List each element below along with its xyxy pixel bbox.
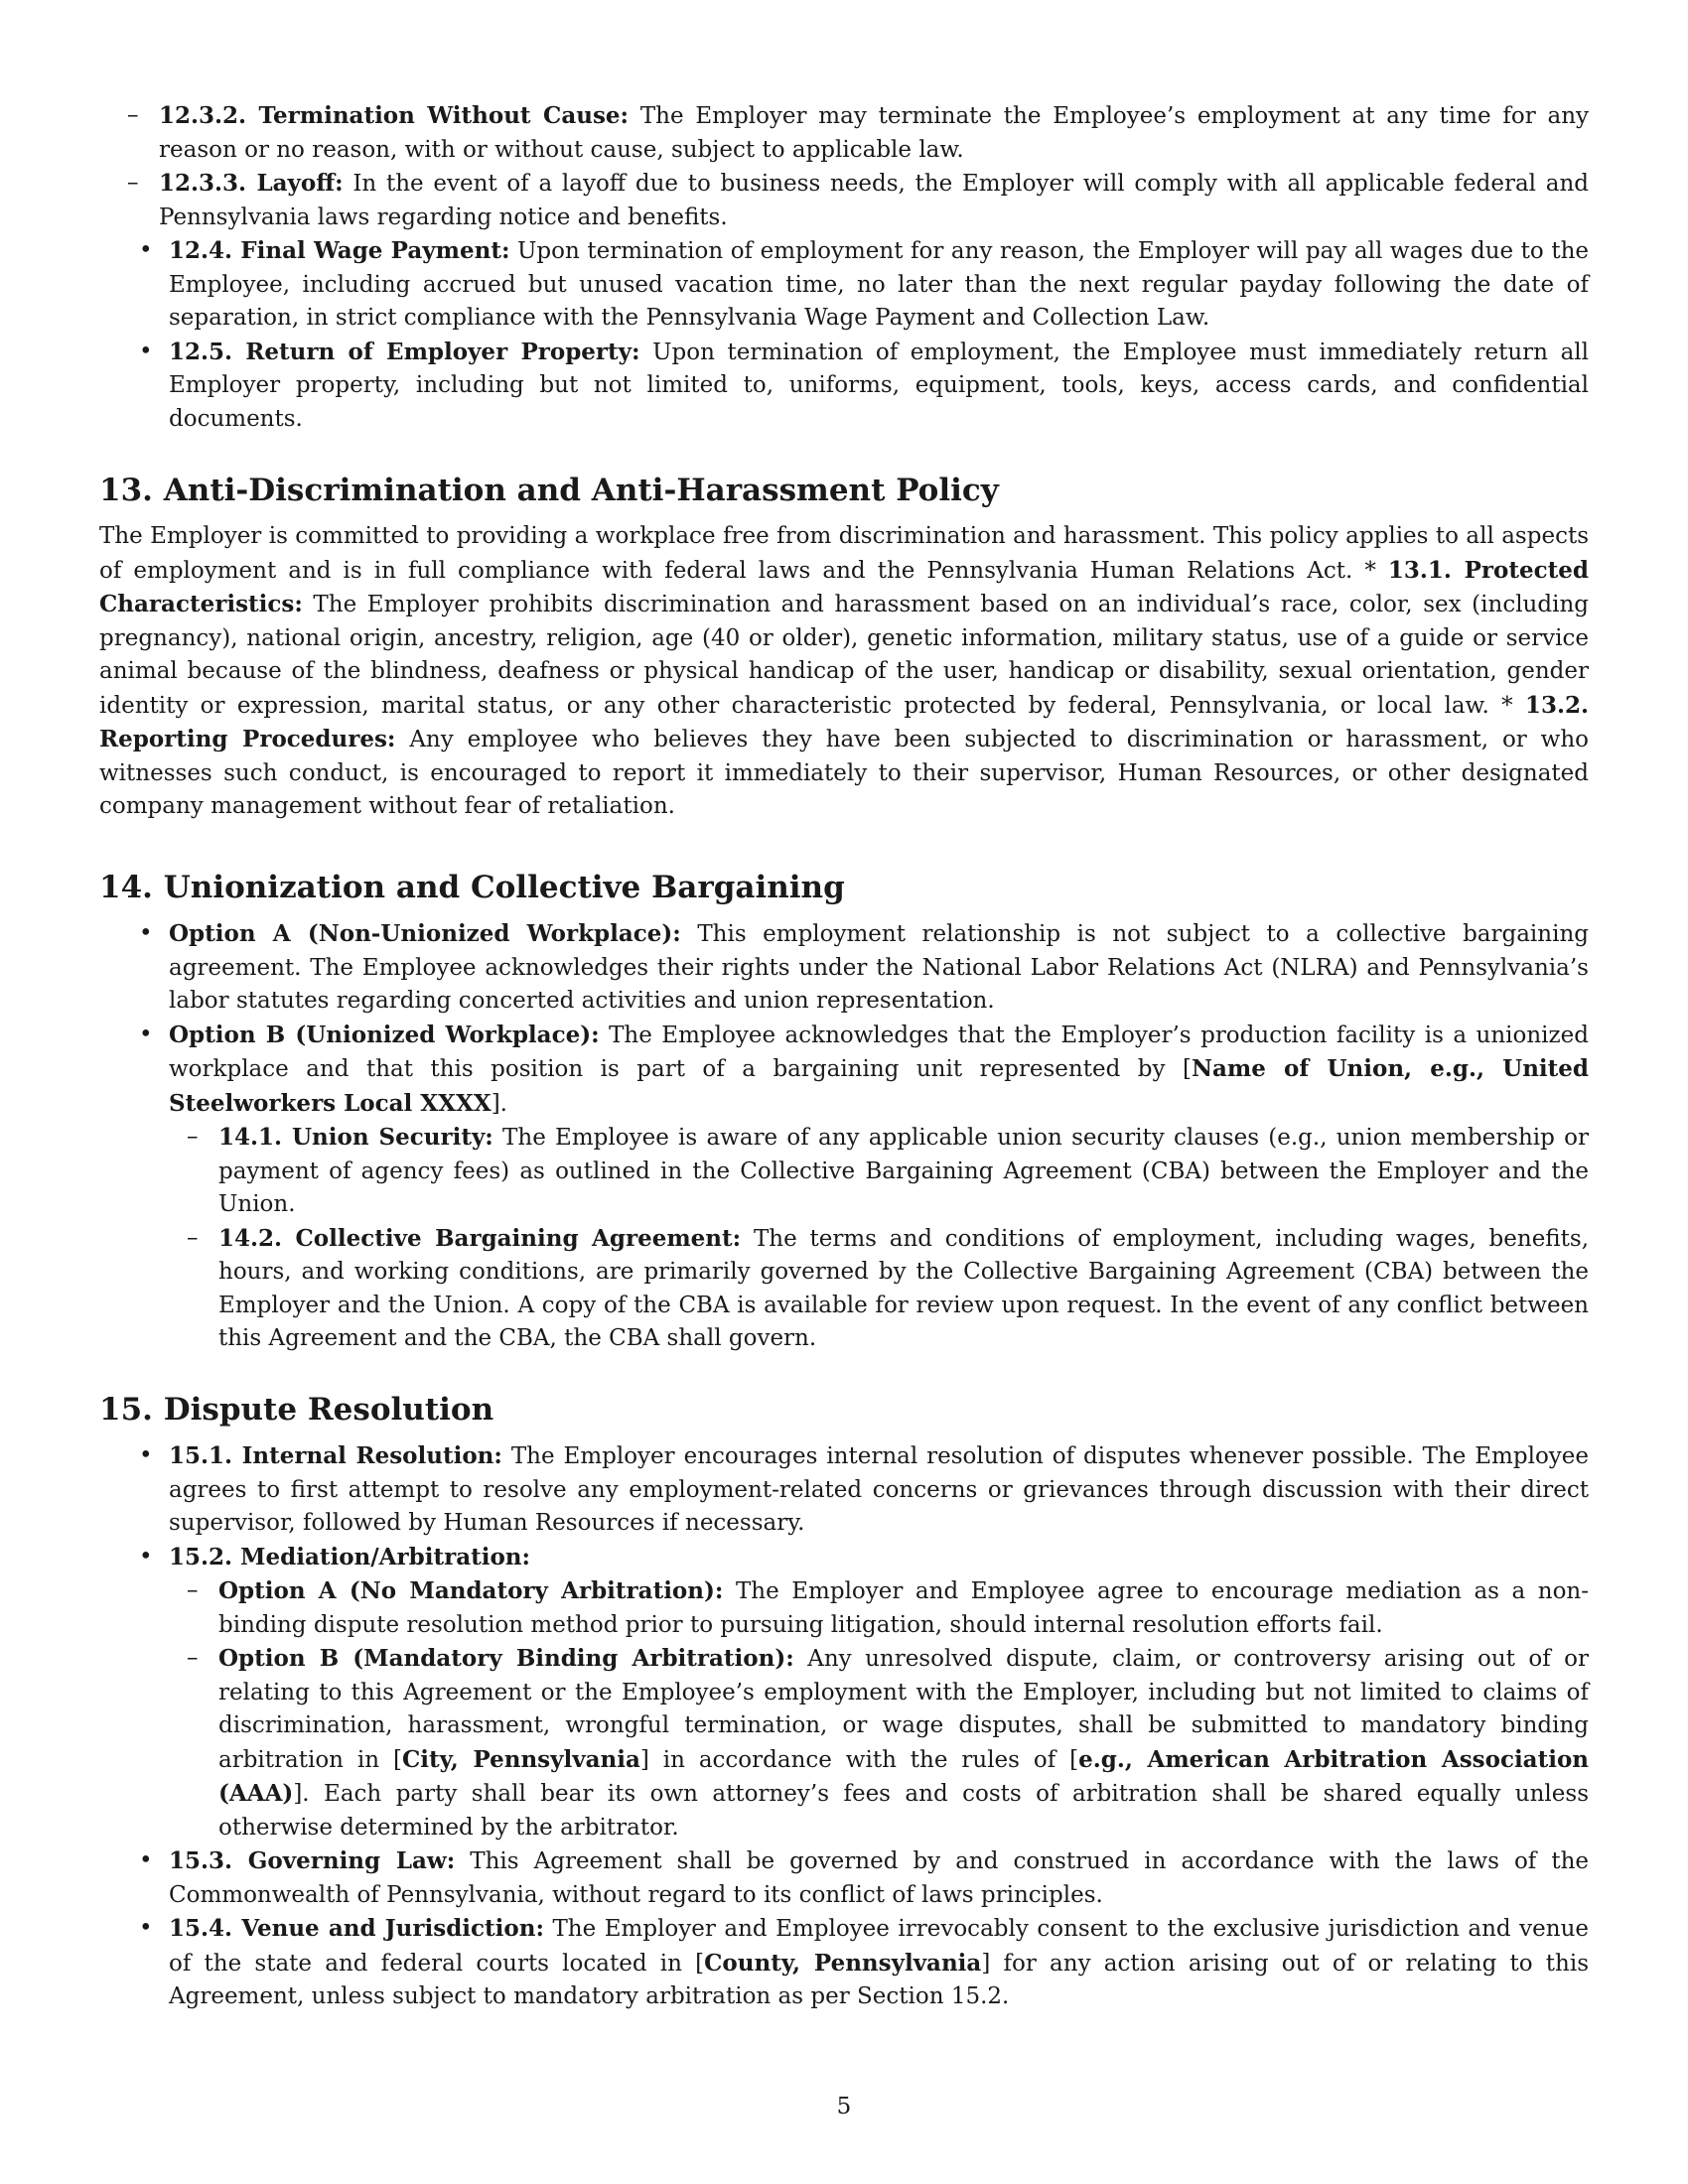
- item-text: The Employer prohibits discrimination and harassment based on an individual’s race, color, sex (including pregnancy), national origin, ancestry, religion, age (40 or older), genetic information, military status, use of a guide or service animal because of the blindness, deafness or physical handicap of the user, handicap or disability, sexual orientation, gender identity or expression, marital status, or any other characteristic protected by federal, Pennsylvania, or local law. *: [99, 592, 1589, 719]
- section-13: [99, 471, 1589, 824]
- document-page: [99, 99, 1590, 2009]
- bullet-marker: •: [139, 1847, 153, 1873]
- city-placeholder: City, Pennsylvania: [401, 1745, 640, 1773]
- item-text: Upon termination of employment, the Employee must immediately return all Employer property, including but not limited to, uniforms, equipment, tools, keys, access cards, and confidential documents.: [169, 339, 1590, 432]
- section-12-continued: [99, 99, 1589, 436]
- item-text: Any unresolved dispute, claim, or controversy arising out of or relating to this Agreement or the Employee’s employment with the Employer, including but not limited to claims of discrimination, harassment, wrongful termination, or wage disputes, shall be submitted to mandatory binding arbitration in [: [218, 1646, 1590, 1773]
- bullet-marker: •: [139, 1915, 153, 1941]
- item-12-4: [99, 234, 1589, 336]
- bullet-marker: •: [139, 1021, 153, 1047]
- item-title: 12.3.2. Termination Without Cause:: [159, 102, 630, 129]
- item-14-1: [159, 1121, 1589, 1222]
- section-15-heading: 15. Dispute Resolution: [99, 1392, 494, 1428]
- bullet-marker: •: [139, 237, 153, 263]
- item-title: 14.1. Union Security:: [218, 1124, 493, 1151]
- section-12-list: [99, 234, 1589, 436]
- item-12-3-2: [99, 99, 1589, 167]
- item-text: ] in accordance with the rules of [: [639, 1746, 1079, 1773]
- item-14-2: [159, 1222, 1589, 1356]
- item-title: 14.2. Collective Bargaining Agreement:: [218, 1224, 742, 1252]
- item-text: This employment relationship is not subject to a collective bargaining agreement. The Employee acknowledges their rights under the National Labor Relations Act (NLRA) and Pennsylvania’s labor statutes regarding concerted activities and union representation.: [169, 921, 1589, 1014]
- item-title: 15.4. Venue and Jurisdiction:: [169, 1915, 544, 1942]
- item-title: Option B (Mandatory Binding Arbitration):: [218, 1645, 794, 1672]
- dash-marker: –: [187, 1124, 199, 1150]
- section-15: [99, 1390, 1589, 2014]
- item-15-3: [99, 1844, 1589, 1912]
- bullet-marker: •: [139, 1543, 153, 1570]
- item-text: Any employee who believes they have been subjected to discrimination or harassment, or who witnesses such conduct, is encouraged to report it immediately to their supervisor, Human Resources, or other designated company management without fear of retaliation.: [99, 727, 1590, 819]
- item-text: In the event of a layoff due to business needs, the Employer will comply with all applicable federal and Pennsylvania laws regarding notice and benefits.: [159, 171, 1589, 230]
- dash-marker: –: [187, 1645, 199, 1671]
- item-text-end: ].: [491, 1090, 507, 1117]
- item-title: 13.2. Reporting Procedures:: [99, 691, 1589, 752]
- item-option-a: [99, 917, 1589, 1019]
- item-text: ] for any action arising out of or relating to this Agreement, unless subject to mandatory arbitration as per Section 15.2.: [169, 1950, 1589, 2009]
- item-title: Option A (No Mandatory Arbitration):: [218, 1577, 724, 1604]
- mediation-sublist: [159, 1574, 1589, 1844]
- item-15-2: [99, 1541, 1589, 1845]
- item-text: The Employer and Employee irrevocably consent to the exclusive jurisdiction and venue of the state and federal courts located in [: [169, 1916, 1589, 1977]
- termination-sublist: [99, 99, 1589, 234]
- item-text: ]. Each party shall bear its own attorney’s fees and costs of arbitration shall be shared equally unless otherwise determined by the arbitrator.: [218, 1781, 1589, 1841]
- item-text: The Employer and Employee agree to encourage mediation as a non-binding dispute resolution method prior to pursuing litigation, should internal resolution efforts fail.: [218, 1578, 1590, 1638]
- county-placeholder: County, Pennsylvania: [704, 1949, 982, 1977]
- item-text: The Employer may terminate the Employee’s employment at any time for any reason or no reason, with or without cause, subject to applicable law.: [159, 103, 1590, 163]
- item-title: Option B (Unionized Workplace):: [169, 1021, 600, 1048]
- item-text: The Employee is aware of any applicable union security clauses (e.g., union membership or payment of agency fees) as outlined in the Collective Bargaining Agreement (CBA) between the Employer and the Union.: [218, 1125, 1589, 1217]
- item-text: The Employer encourages internal resolution of disputes whenever possible. The Employee agrees to first attempt to resolve any employment-related concerns or grievances through discussion with their direct supervisor, followed by Human Resources if necessary.: [169, 1443, 1590, 1536]
- item-title: 12.4. Final Wage Payment:: [169, 237, 510, 264]
- section-13-heading: 13. Anti-Discrimination and Anti-Harassment Policy: [99, 473, 999, 508]
- item-text: The Employee acknowledges that the Employer’s production facility is a unionized workplace and that this position is part of a bargaining unit represented by [: [169, 1022, 1589, 1082]
- item-option-a-arbitration: [159, 1574, 1589, 1642]
- item-text: Upon termination of employment for any reason, the Employer will pay all wages due to the Employee, including accrued but unused vacation time, no later than the next regular payday following the date of separation, in strict compliance with the Pennsylvania Wage Payment and Collection Law.: [169, 238, 1590, 331]
- bullet-marker: •: [139, 338, 153, 364]
- dash-marker: –: [187, 1577, 199, 1603]
- section-13-paragraph: [99, 520, 1589, 824]
- section-14-list: [99, 917, 1589, 1356]
- dash-marker: –: [127, 102, 139, 128]
- aaa-placeholder: e.g., American Arbitration Association (AAA): [218, 1745, 1590, 1807]
- item-title: 15.1. Internal Resolution:: [169, 1442, 502, 1469]
- dash-marker: –: [127, 170, 139, 196]
- section-14: [99, 868, 1589, 1356]
- dash-marker: –: [187, 1224, 199, 1251]
- item-title: 15.3. Governing Law:: [169, 1847, 456, 1874]
- item-option-b-arbitration: [159, 1642, 1589, 1844]
- item-title: 13.1. Protected Characteristics:: [99, 556, 1589, 617]
- item-title: Option A (Non-Unionized Workplace):: [169, 920, 681, 947]
- intro-text: The Employer is committed to providing a workplace free from discrimination and harassment. This policy applies to all aspects of employment and is in full compliance with federal laws and the Pennsylvania Human Relations Act. *: [99, 523, 1589, 584]
- union-placeholder: Name of Union, e.g., United Steelworkers Local XXXX: [169, 1055, 1589, 1117]
- option-b-sublist: [159, 1121, 1589, 1356]
- item-title: 12.3.3. Layoff:: [159, 170, 344, 197]
- item-title: 12.5. Return of Employer Property:: [169, 338, 640, 365]
- item-title: 15.2. Mediation/Arbitration:: [169, 1543, 531, 1570]
- item-15-4: [99, 1912, 1589, 2014]
- item-option-b: [99, 1019, 1589, 1356]
- item-15-1: [99, 1439, 1589, 1541]
- section-14-heading: 14. Unionization and Collective Bargaining: [99, 870, 845, 905]
- page-number: 5: [836, 2094, 852, 2119]
- section-15-list: [99, 1439, 1589, 2014]
- item-text: This Agreement shall be governed by and construed in accordance with the laws of the Commonwealth of Pennsylvania, without regard to its conflict of laws principles.: [169, 1848, 1590, 1908]
- item-12-5: [99, 336, 1589, 437]
- bullet-marker: •: [139, 1442, 153, 1468]
- item-text: The terms and conditions of employment, including wages, benefits, hours, and working conditions, are primarily governed by the Collective Bargaining Agreement (CBA) between the Employer and the Union. A copy of the CBA is available for review upon request. In the event of any conflict between this Agreement and the CBA, the CBA shall govern.: [218, 1225, 1590, 1351]
- item-12-3-3: [99, 167, 1589, 234]
- bullet-marker: •: [139, 920, 153, 946]
